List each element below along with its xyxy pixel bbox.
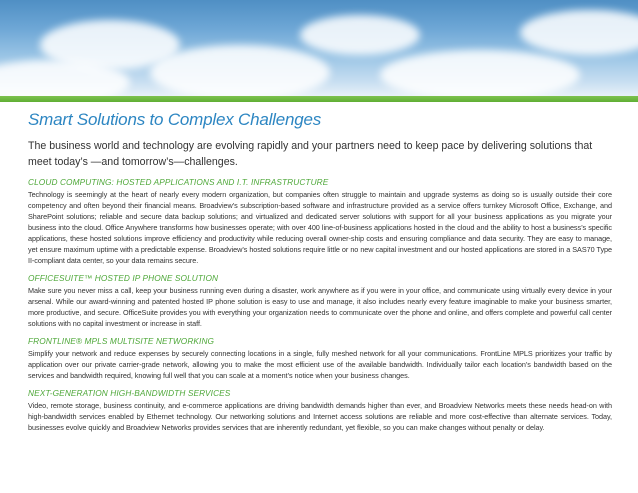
header-accent-bar [0, 96, 638, 102]
intro-paragraph: The business world and technology are evolving rapidly and your partners need to keep pace by delivering solutions that meet today’s —and tomorrow’s—challenges. [28, 140, 593, 168]
sky-banner-image [0, 0, 638, 96]
section-body: Simplify your network and reduce expenses by securely connecting locations in a single, fully meshed network for all your communications. FrontLine MPLS prioritizes your traffic by application over our private carrier-grade network, allowing you to make the most efficient use of the available bandwidth. Individually tailor each location’s bandwidth based on the services and bandwidth required, knowing full well that you can scale at a moment’s notice when your business changes. [28, 349, 612, 380]
section-officesuite [28, 273, 612, 329]
section-body: Technology is seemingly at the heart of nearly every modern organization, but companies often struggle to maintain and upgrade systems as doing so is usually outside their core competency and often beyond their financial means. Broadview’s subscription-based software and infrastructure provided as a service offers turnkey Microsoft Office, Exchange, and SharePoint solutions; reliable and secure data backup solutions; and virtualized and dedicated server solutions with support for all your business applications as you migrate your business into the cloud. Office Anywhere transforms how businesses operate; with over 400 line-of-business applications hosted in the cloud and the ability to host a business’s specific applications, these hosted solutions improve efficiency and productivity while reducing overall owner-ship costs and ensuring compliance and data security. They are easy to manage, yet ensure maximum uptime with a predictable expense. Broadview’s hosted solutions require little or no new capital investment and our hosted applications are stored in a SAS70 Type II-compliant data center, so your data remains secure. [28, 190, 612, 265]
section-heading: NEXT-GENERATION HIGH-BANDWIDTH SERVICES [28, 388, 231, 398]
section-heading: FRONTLINE® MPLS MULTISITE NETWORKING [28, 336, 215, 346]
section-heading: CLOUD COMPUTING: HOSTED APPLICATIONS AND I.T. INFRASTRUCTURE [28, 177, 329, 187]
section-heading: OFFICESUITE™ HOSTED IP PHONE SOLUTION [28, 273, 219, 283]
section-frontline-mpls [28, 336, 612, 381]
section-high-bandwidth [28, 388, 612, 433]
section-body: Video, remote storage, business continuity, and e-commerce applications are driving bandwidth demands higher than ever, and Broadview Networks meets these needs head-on with high-bandwidth services enabled by Ethernet technology. Our networking solutions and Internet access solutions are reliable and more cost-effective than alternate services. Today, businesses evolve quickly and Broadview Networks provides services that are inherently redundant, yet flexible, so you can make changes without penalty or delay. [28, 401, 612, 432]
page-title: Smart Solutions to Complex Challenges [28, 110, 322, 129]
document-body [28, 110, 612, 433]
section-body: Make sure you never miss a call, keep your business running even during a disaster, work anywhere as if you were in your office, and communicate using virtually every device in your arsenal. While our award-winning and patented hosted IP phone solution is easy to use and manage, it also includes nearly every feature imaginable to make your business smarter, more productive, and secure. OfficeSuite provides you with everything your organization needs to communicate over the phone and online, and offers complete and powerful call center solutions with no capital investment or increase in staff. [28, 286, 612, 328]
section-cloud-computing [28, 177, 612, 266]
